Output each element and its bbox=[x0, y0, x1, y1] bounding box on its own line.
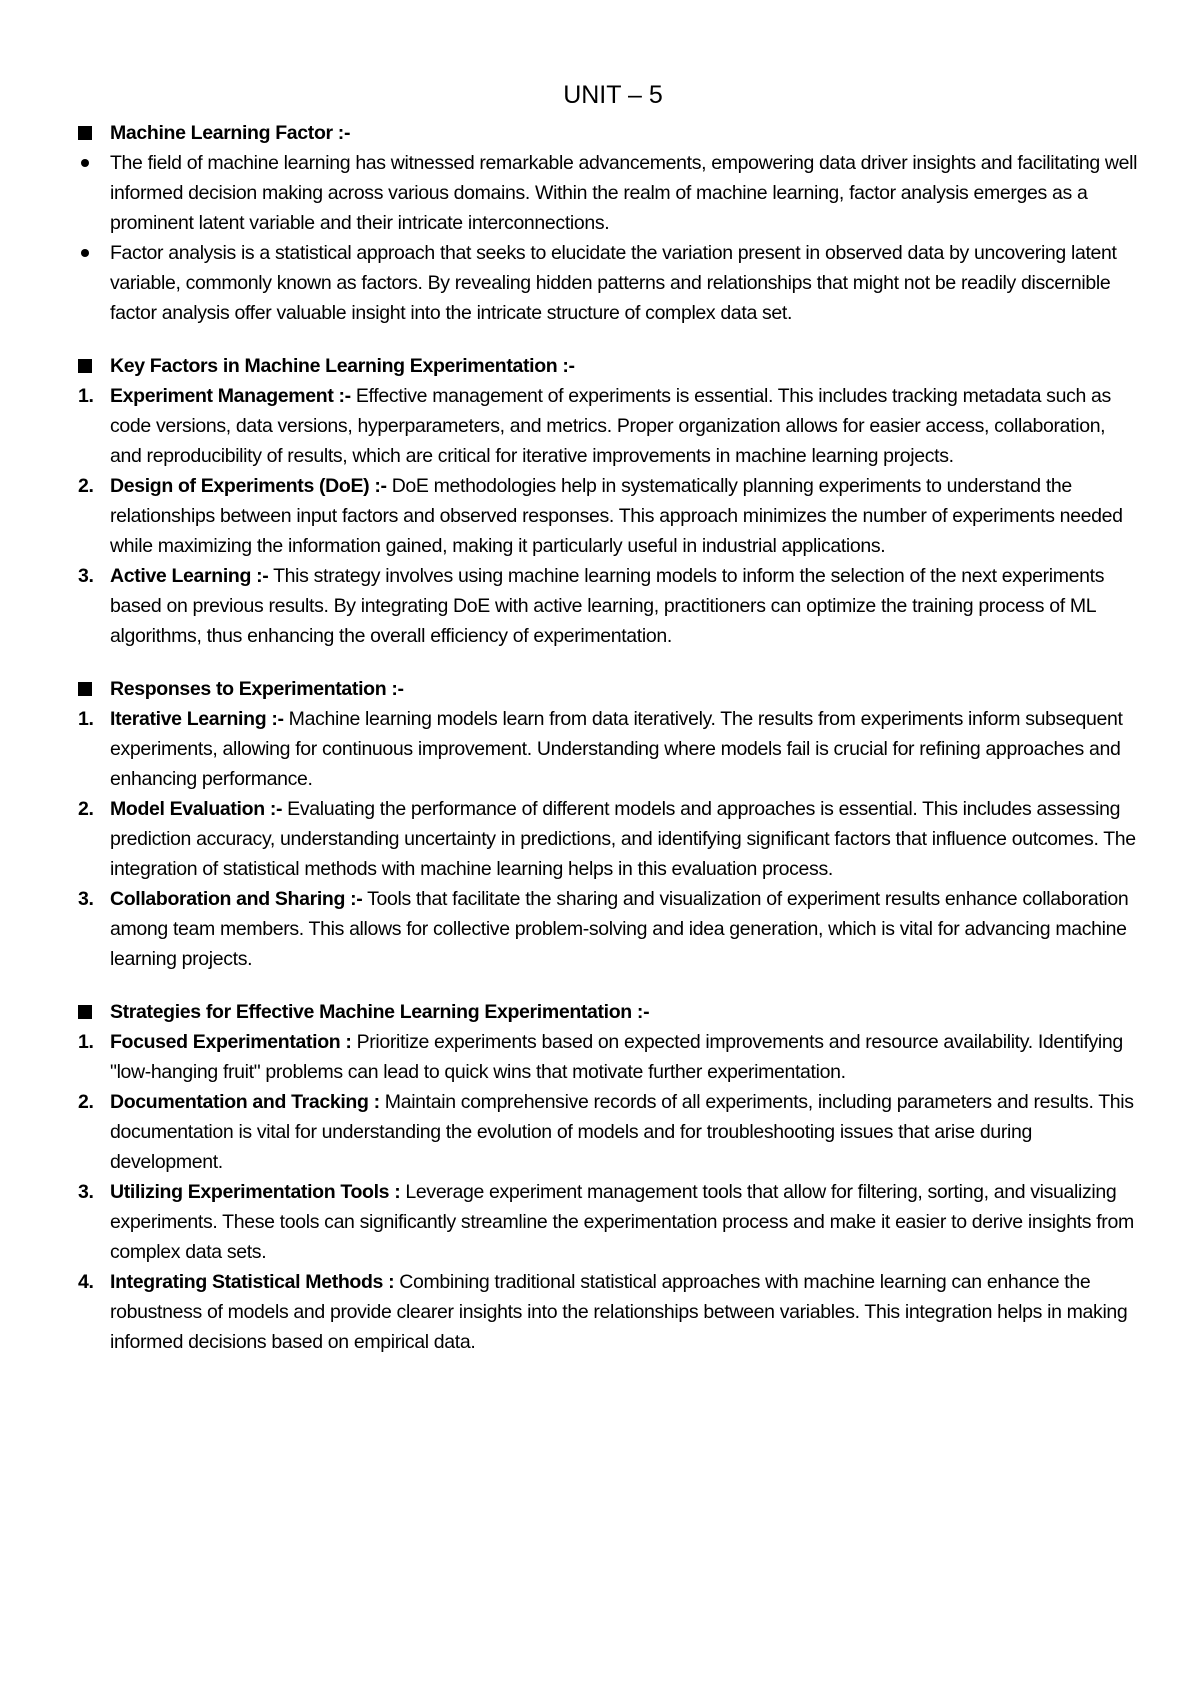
section-heading-text: Strategies for Effective Machine Learning Experimentation :- bbox=[110, 1001, 650, 1023]
list-item-number: 2. bbox=[78, 1091, 94, 1113]
square-bullet-icon bbox=[78, 126, 92, 140]
list-item bbox=[78, 148, 1138, 238]
list-item bbox=[78, 884, 1138, 974]
round-bullet-icon bbox=[81, 159, 89, 167]
list-item-number: 4. bbox=[78, 1271, 94, 1293]
list-item-number: 3. bbox=[78, 565, 94, 587]
section-heading-text: Machine Learning Factor :- bbox=[110, 122, 351, 144]
list-item-lead: Iterative Learning :- bbox=[110, 708, 284, 730]
list-item-number: 3. bbox=[78, 1181, 94, 1203]
square-bullet-icon bbox=[78, 1005, 92, 1019]
list-item-lead: Design of Experiments (DoE) :- bbox=[110, 475, 387, 497]
list-item-text: Prioritize experiments based on expected improvements and resource availability. Identifying "low-hanging fruit" problems can lead to quick wins that motivate further experimentation. bbox=[110, 1031, 1123, 1083]
section-heading bbox=[78, 118, 1138, 148]
round-bullet-icon bbox=[81, 249, 89, 257]
list-item-lead: Collaboration and Sharing :- bbox=[110, 888, 363, 910]
list-item-number: 1. bbox=[78, 1031, 94, 1053]
section-heading-text: Responses to Experimentation :- bbox=[110, 678, 404, 700]
list-item-number: 2. bbox=[78, 798, 94, 820]
list-item-text: DoE methodologies help in systematically planning experiments to understand the relationships between input factors and observed responses. This approach minimizes the number of experiments needed while maximizing the information gained, making it particularly useful in industrial applications. bbox=[110, 475, 1123, 557]
list-item bbox=[78, 1267, 1138, 1357]
list-item-text: Maintain comprehensive records of all experiments, including parameters and results. This documentation is vital for understanding the evolution of models and for troubleshooting issues that arise during development. bbox=[110, 1091, 1134, 1173]
list-item-number: 1. bbox=[78, 708, 94, 730]
list-item-text: Factor analysis is a statistical approach that seeks to elucidate the variation present in observed data by uncovering latent variable, commonly known as factors. By revealing hidden patterns and relationships that might not be readily discernible factor analysis offer valuable insight into the intricate structure of complex data set. bbox=[110, 242, 1117, 324]
list-item-number: 3. bbox=[78, 888, 94, 910]
list-item bbox=[78, 1177, 1138, 1267]
square-bullet-icon bbox=[78, 682, 92, 696]
section-machine-learning-factor bbox=[78, 118, 1138, 328]
section-responses bbox=[78, 674, 1138, 974]
list-item bbox=[78, 1087, 1138, 1177]
list-item bbox=[78, 238, 1138, 328]
list-item-lead: Focused Experimentation : bbox=[110, 1031, 352, 1053]
list-item-text: Effective management of experiments is essential. This includes tracking metadata such as code versions, data versions, hyperparameters, and metrics. Proper organization allows for easier access, collaboration, and reproducibility of results, which are critical for iterative improvements in machine learning projects. bbox=[110, 385, 1111, 467]
list-item bbox=[78, 381, 1138, 471]
list-item-text: Combining traditional statistical approaches with machine learning can enhance the robustness of models and provide clearer insights into the relationships between variables. This integration helps in making informed decisions based on empirical data. bbox=[110, 1271, 1128, 1353]
list-item bbox=[78, 704, 1138, 794]
list-item bbox=[78, 1027, 1138, 1087]
list-item-number: 1. bbox=[78, 385, 94, 407]
list-item-text: Leverage experiment management tools that allow for filtering, sorting, and visualizing experiments. These tools can significantly streamline the experimentation process and make it easier to derive insights from complex data sets. bbox=[110, 1181, 1134, 1263]
list-item-text: Tools that facilitate the sharing and visualization of experiment results enhance collaboration among team members. This allows for collective problem-solving and idea generation, which is vital for advancing machine learning projects. bbox=[110, 888, 1129, 970]
list-item bbox=[78, 561, 1138, 651]
list-item-text: Evaluating the performance of different models and approaches is essential. This includes assessing prediction accuracy, understanding uncertainty in predictions, and identifying significant factors that influence outcomes. The integration of statistical methods with machine learning helps in this evaluation process. bbox=[110, 798, 1136, 880]
page-title: UNIT – 5 bbox=[563, 81, 663, 109]
section-key-factors bbox=[78, 351, 1138, 651]
list-item-text: Machine learning models learn from data iteratively. The results from experiments inform subsequent experiments, allowing for continuous improvement. Understanding where models fail is crucial for refining approaches and enhancing performance. bbox=[110, 708, 1123, 790]
section-heading bbox=[78, 997, 1138, 1027]
list-item-lead: Experiment Management :- bbox=[110, 385, 351, 407]
list-item-text: This strategy involves using machine learning models to inform the selection of the next experiments based on previous results. By integrating DoE with active learning, practitioners can optimize the training process of ML algorithms, thus enhancing the overall efficiency of experimentation. bbox=[110, 565, 1105, 647]
list-item-lead: Integrating Statistical Methods : bbox=[110, 1271, 395, 1293]
list-item-lead: Utilizing Experimentation Tools : bbox=[110, 1181, 401, 1203]
list-item-lead: Model Evaluation :- bbox=[110, 798, 283, 820]
list-item-text: The field of machine learning has witnessed remarkable advancements, empowering data driver insights and facilitating well informed decision making across various domains. Within the realm of machine learning, factor analysis emerges as a prominent latent variable and their intricate interconnections. bbox=[110, 152, 1138, 234]
section-heading bbox=[78, 351, 1138, 381]
list-item-number: 2. bbox=[78, 475, 94, 497]
square-bullet-icon bbox=[78, 359, 92, 373]
section-strategies bbox=[78, 997, 1138, 1357]
list-item-lead: Documentation and Tracking : bbox=[110, 1091, 380, 1113]
section-heading bbox=[78, 674, 1138, 704]
list-item bbox=[78, 471, 1138, 561]
section-heading-text: Key Factors in Machine Learning Experimentation :- bbox=[110, 355, 575, 377]
list-item-lead: Active Learning :- bbox=[110, 565, 269, 587]
list-item bbox=[78, 794, 1138, 884]
